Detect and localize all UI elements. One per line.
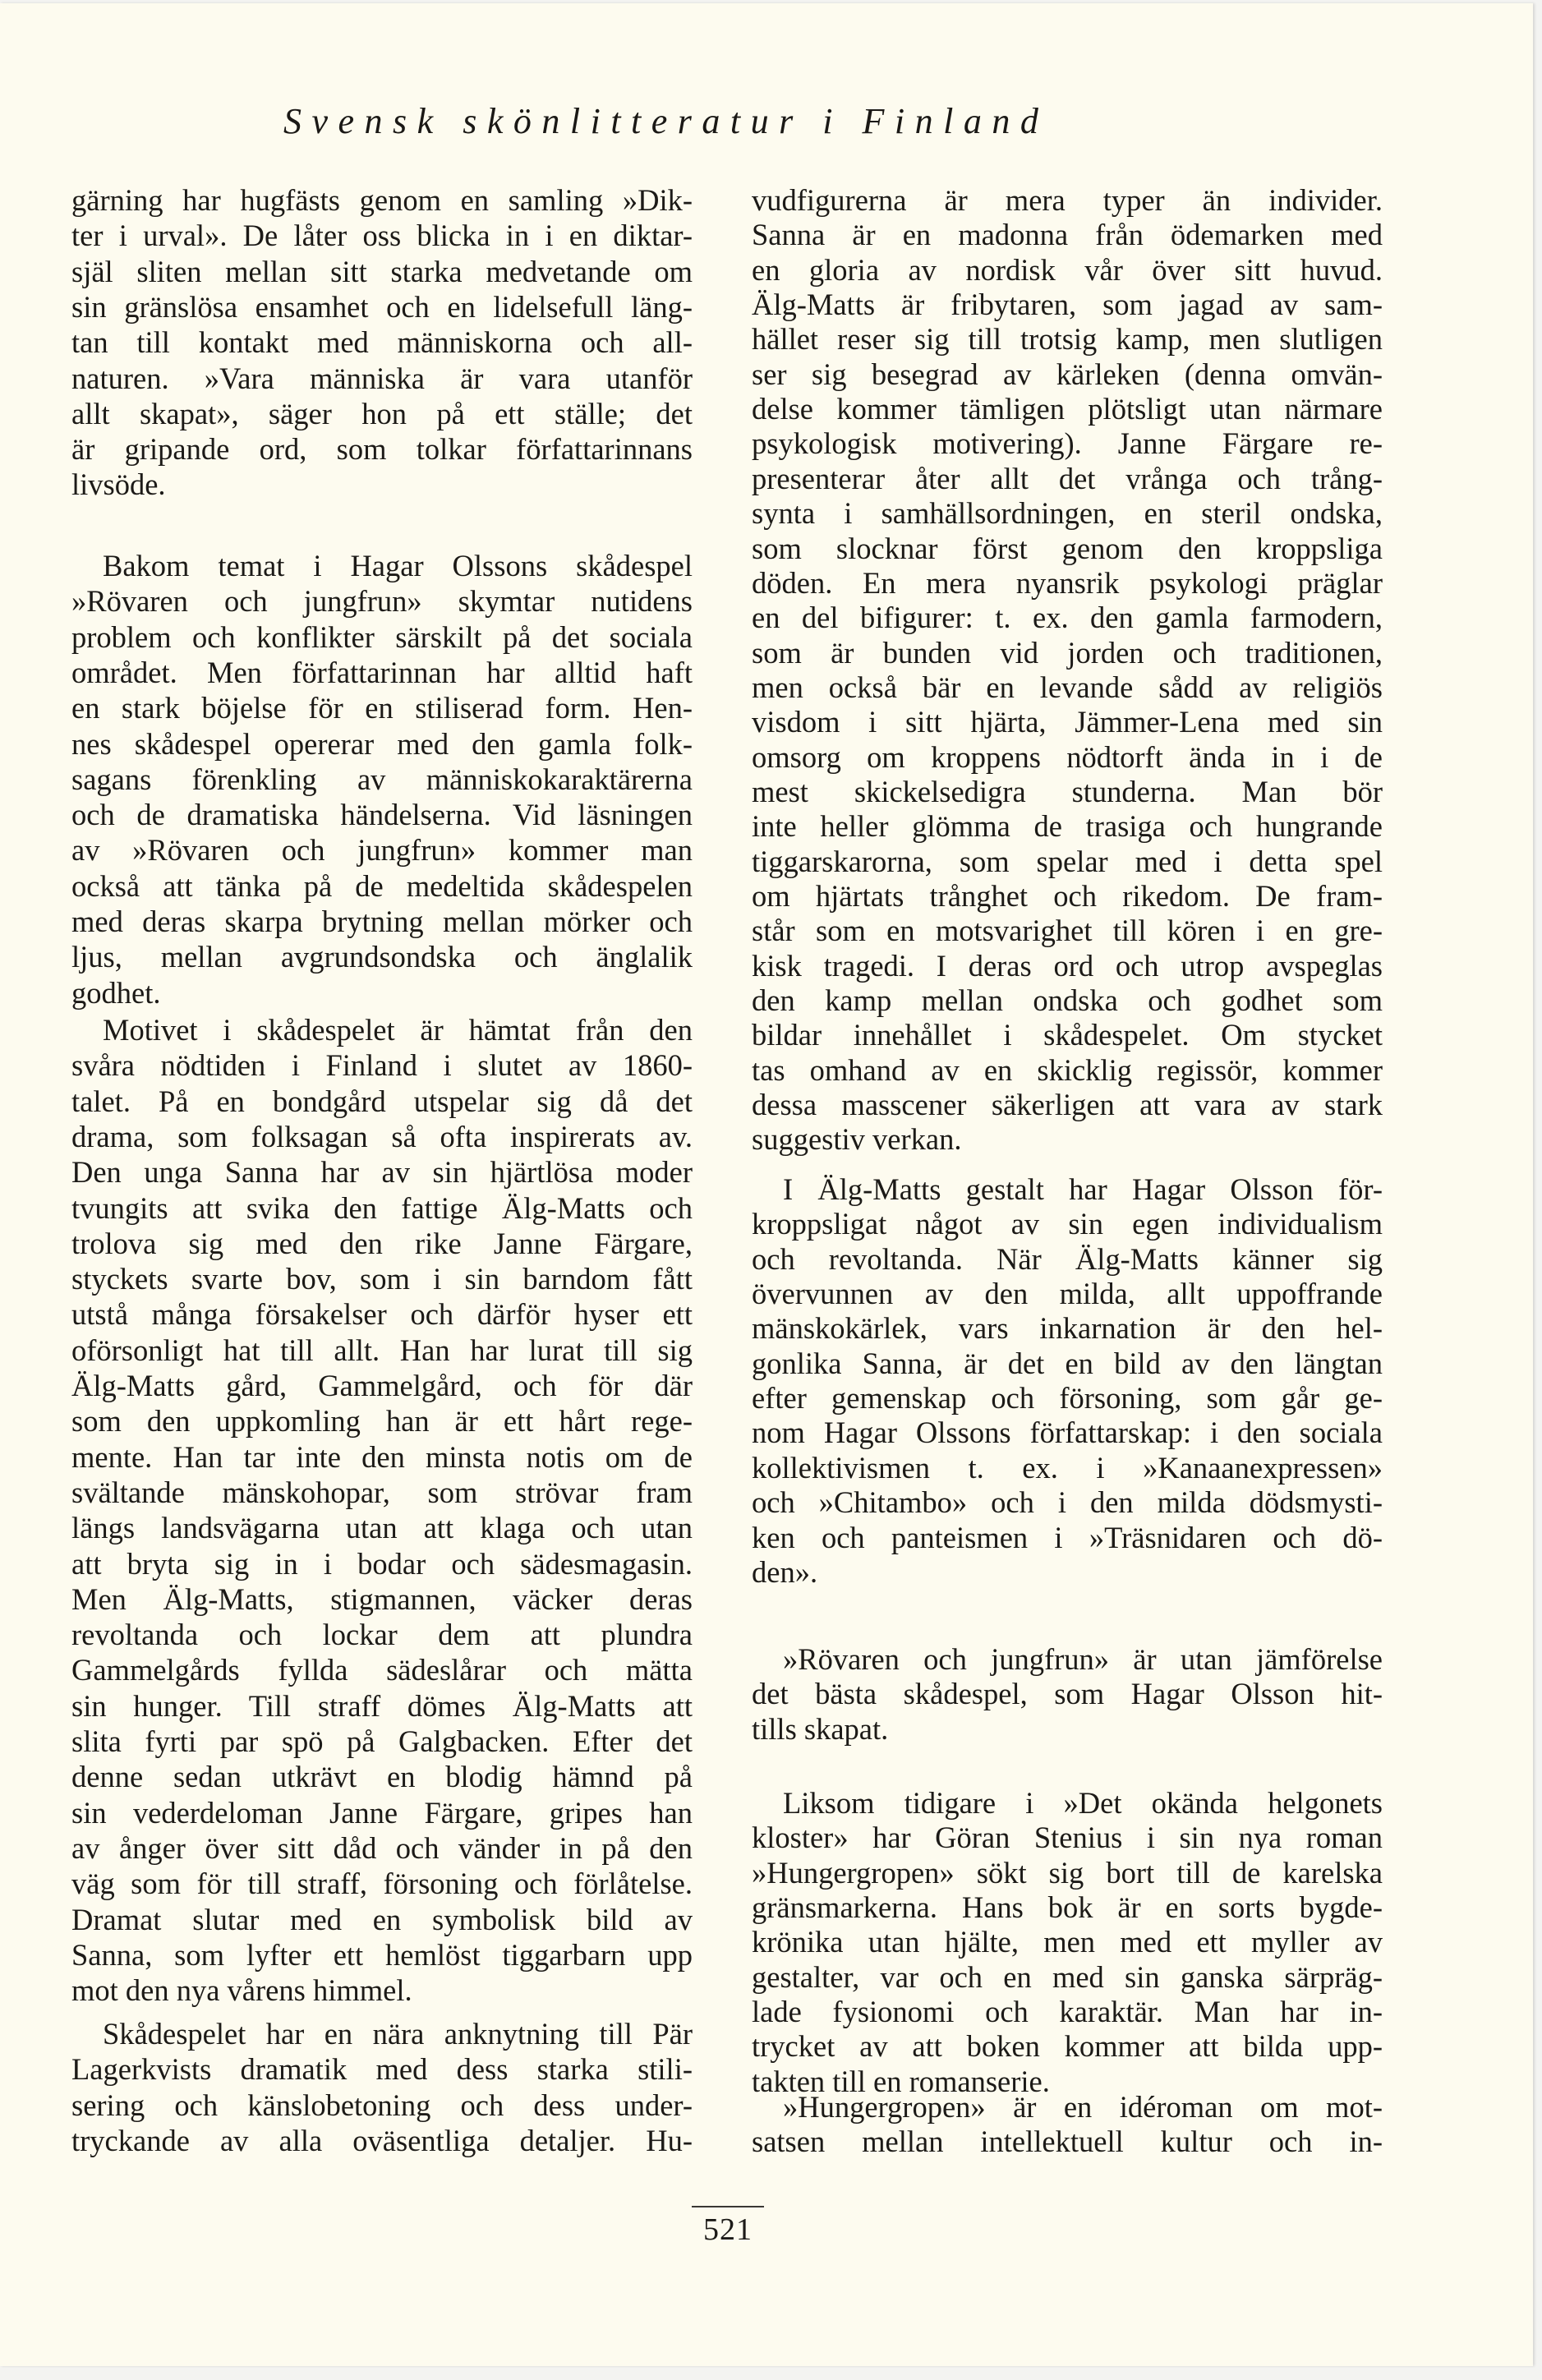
text-line: Bakom temat i Hagar Olssons skådespel	[103, 549, 693, 582]
text-line: om hjärtats trånghet och rikedom. De fram-	[752, 879, 1383, 913]
text-line: »Rövaren och jungfrun» är utan jämförelse	[783, 1642, 1383, 1676]
text-line: men också bär en levande sådd av religiös	[752, 670, 1383, 704]
text-line: som den uppkomling han är ett hårt rege-	[71, 1404, 693, 1439]
text-line: styckets svarte bov, som i sin barndom fått	[71, 1262, 693, 1296]
text-line: allt skapat», säger hon på ett ställe; det	[71, 396, 693, 430]
text-line: hället reser sig till trotsig kamp, men slutligen	[752, 322, 1383, 357]
text-line: I Älg-Matts gestalt har Hagar Olsson för-	[783, 1172, 1383, 1206]
text-line: tvungits att svika den fattige Älg-Matts och	[71, 1190, 693, 1225]
text-line: nom Hagar Olssons författarskap: i den sociala	[752, 1416, 1383, 1450]
text-line: kloster» har Göran Stenius i sin nya roman	[752, 1821, 1383, 1855]
text-line: Sanna, som lyfter ett hemlöst tiggarbarn upp	[71, 1937, 693, 1972]
text-line: lade fysionomi och karaktär. Man har in-	[752, 1995, 1383, 2029]
text-line: delse kommer tämligen plötsligt utan närmare	[752, 392, 1383, 426]
text-line: synta i samhällsordningen, en steril ondska,	[752, 496, 1383, 531]
text-line: en stark böjelse för en stiliserad form. Hen-	[71, 691, 693, 725]
text-line: efter gemenskap och försoning, som går ge-	[752, 1381, 1383, 1416]
text-line: revoltanda och lockar dem att plundra	[71, 1618, 693, 1652]
text-line: en del bifigurer: t. ex. den gamla farmodern,	[752, 601, 1383, 635]
text-line: omsorg om kroppens nödtorft ända in i de	[752, 739, 1383, 774]
text-line: Sanna är en madonna från ödemarken med	[752, 218, 1383, 252]
text-line: bildar innehållet i skådespelet. Om stycket	[752, 1018, 1383, 1052]
text-line: oförsonligt hat till allt. Han har lurat till sig	[71, 1333, 693, 1367]
text-line: tas omhand av en skicklig regissör, kommer	[752, 1052, 1383, 1087]
text-line: drama, som folksagan så ofta inspirerats av.	[71, 1119, 693, 1153]
text-line: dessa masscener säkerligen att vara av stark	[752, 1088, 1383, 1122]
text-line: visdom i sitt hjärta, Jämmer-Lena med sin	[752, 705, 1383, 739]
text-line: tan till kontakt med människorna och all-	[71, 325, 693, 360]
text-line: mänskokärlek, vars inkarnation är den hel-	[752, 1311, 1383, 1346]
text-line: och »Chitambo» och i den milda dödsmysti-	[752, 1485, 1383, 1520]
text-line: sin vederdeloman Janne Färgare, gripes han	[71, 1795, 693, 1830]
text-line: svältande mänskohopar, som strövar fram	[71, 1475, 693, 1509]
text-line: mente. Han tar inte den minsta notis om de	[71, 1439, 693, 1474]
text-line: också att tänka på de medeltida skådespelen	[71, 868, 693, 903]
text-line: krönika utan hjälte, men med ett myller av	[752, 1925, 1383, 1959]
text-line: takten till en romanserie.	[752, 2064, 1050, 2098]
text-line: slita fyrti par spö på Galgbacken. Efter det	[71, 1724, 693, 1758]
text-line: psykologisk motivering). Janne Färgare re-	[752, 426, 1383, 461]
text-line: satsen mellan intellektuell kultur och in-	[752, 2125, 1383, 2159]
text-line: sering och känslobetoning och dess under-	[71, 2088, 693, 2122]
text-line: suggestiv verkan.	[752, 1122, 962, 1157]
text-line: med deras skarpa brytning mellan mörker och	[71, 905, 693, 938]
text-line: längs landsvägarna utan att klaga och utan	[71, 1511, 693, 1545]
text-line: ken och panteismen i »Träsnidaren och dö-	[752, 1520, 1383, 1554]
text-line: står som en motsvarighet till kören i en gre-	[752, 914, 1383, 948]
text-line: som slocknar först genom den kroppsliga	[752, 531, 1383, 565]
text-line: är gripande ord, som tolkar författarinnans	[71, 432, 693, 467]
text-line: tryckande av alla oväsentliga detaljer. Hu-	[71, 2123, 693, 2157]
text-line: Älg-Matts gård, Gammelgård, och för där	[71, 1369, 693, 1402]
text-line: »Rövaren och jungfrun» skymtar nutidens	[71, 584, 693, 619]
page-number-rule	[692, 2206, 764, 2207]
text-line: kisk tragedi. I deras ord och utrop avspeglas	[752, 948, 1383, 983]
text-line: området. Men författarinnan har alltid haft	[71, 655, 693, 689]
text-line: trycket av att boken kommer att bilda upp-	[752, 2029, 1383, 2064]
text-line: och de dramatiska händelserna. Vid läsningen	[71, 798, 693, 832]
text-line: »Hungergropen» sökt sig bort till de karelska	[752, 1855, 1383, 1890]
text-line: själ sliten mellan sitt starka medvetande om	[71, 254, 693, 288]
text-line: av »Rövaren och jungfrun» kommer man	[71, 833, 693, 868]
text-line: övervunnen av den milda, allt uppoffrande	[752, 1277, 1383, 1311]
text-line: talet. På en bondgård utspelar sig då det	[71, 1084, 693, 1118]
text-line: svåra nödtiden i Finland i slutet av 1860-	[71, 1048, 693, 1083]
text-line: mot den nya vårens himmel.	[71, 1973, 412, 2008]
text-line: som är bunden vid jorden och traditionen,	[752, 635, 1383, 670]
text-line: kroppsligat något av sin egen individualism	[752, 1207, 1383, 1241]
text-line: väg som för till straff, försoning och förlåtelse.	[71, 1867, 693, 1901]
text-line: den».	[752, 1554, 818, 1589]
running-header: Svensk skönlitteratur i Finland	[283, 101, 1049, 141]
text-line: Lagerkvists dramatik med dess starka stili-	[71, 2052, 693, 2087]
text-line: livsöde.	[71, 467, 166, 502]
text-line: inte heller glömma de trasiga och hungrande	[752, 809, 1383, 844]
text-line: ser sig besegrad av kärleken (denna omvän-	[752, 357, 1383, 391]
text-line: gärning har hugfästs genom en samling »Dik-	[71, 183, 693, 217]
text-line: tills skapat.	[752, 1711, 889, 1746]
text-line: Gammelgårds fyllda sädeslårar och mätta	[71, 1653, 693, 1687]
text-line: gränsmarkerna. Hans bok är en sorts bygde-	[752, 1890, 1383, 1925]
text-line: utstå många försakelser och därför hyser ett	[71, 1297, 693, 1332]
text-line: av ånger över sitt dåd och vänder in på den	[71, 1830, 693, 1865]
text-line: att bryta sig in i bodar och sädesmagasin.	[71, 1546, 693, 1581]
text-line: sagans förenkling av människokaraktärerna	[71, 762, 693, 796]
text-line: presenterar åter allt det vrånga och trång-	[752, 461, 1383, 495]
text-line: trolova sig med den rike Janne Färgare,	[71, 1226, 693, 1260]
text-line: sin gränslösa ensamhet och en lidelsefull läng-	[71, 289, 693, 324]
text-line: denne sedan utkrävt en blodig hämnd på	[71, 1760, 693, 1794]
book-page	[0, 3, 1533, 2366]
text-line: tiggarskarorna, som spelar med i detta spel	[752, 844, 1383, 878]
text-line: mest skickelsedigra stunderna. Man bör	[752, 774, 1383, 808]
text-line: sin hunger. Till straff dömes Älg-Matts att	[71, 1688, 693, 1723]
text-line: kollektivismen t. ex. i »Kanaanexpressen»	[752, 1450, 1383, 1485]
page-number: 521	[703, 2212, 753, 2247]
text-line: vudfigurerna är mera typer än individer.	[752, 183, 1383, 217]
text-line: och revoltanda. När Älg-Matts känner sig	[752, 1241, 1383, 1276]
text-line: döden. En mera nyansrik psykologi präglar	[752, 565, 1383, 600]
text-line: Den unga Sanna har av sin hjärtlösa moder	[71, 1155, 693, 1190]
text-line: Motivet i skådespelet är hämtat från den	[103, 1013, 693, 1047]
text-line: nes skådespel opererar med den gamla folk-	[71, 726, 693, 761]
text-line: den kamp mellan ondska och godhet som	[752, 983, 1383, 1018]
text-line: Liksom tidigare i »Det okända helgonets	[783, 1786, 1383, 1820]
text-line: en gloria av nordisk vår över sitt huvud.	[752, 252, 1383, 287]
text-line: Dramat slutar med en symbolisk bild av	[71, 1902, 693, 1936]
text-line: ter i urval». De låter oss blicka in i en diktar-	[71, 219, 693, 253]
text-line: naturen. »Vara människa är vara utanför	[71, 361, 693, 395]
text-line: ljus, mellan avgrundsondska och änglalik	[71, 940, 693, 974]
text-line: Men Älg-Matts, stigmannen, väcker deras	[71, 1581, 693, 1616]
text-line: »Hungergropen» är en idéroman om mot-	[783, 2090, 1383, 2124]
text-line: problem och konflikter särskilt på det sociala	[71, 619, 693, 654]
text-line: gestalter, var och en med sin ganska särpräg-	[752, 1959, 1383, 1994]
text-line: Skådespelet har en nära anknytning till Pär	[103, 2017, 693, 2051]
text-line: Älg-Matts är fribytaren, som jagad av sam-	[752, 288, 1383, 322]
text-line: godhet.	[71, 975, 161, 1010]
text-line: det bästa skådespel, som Hagar Olsson hit-	[752, 1677, 1383, 1711]
text-line: gonlika Sanna, är det en bild av den längtan	[752, 1346, 1383, 1380]
